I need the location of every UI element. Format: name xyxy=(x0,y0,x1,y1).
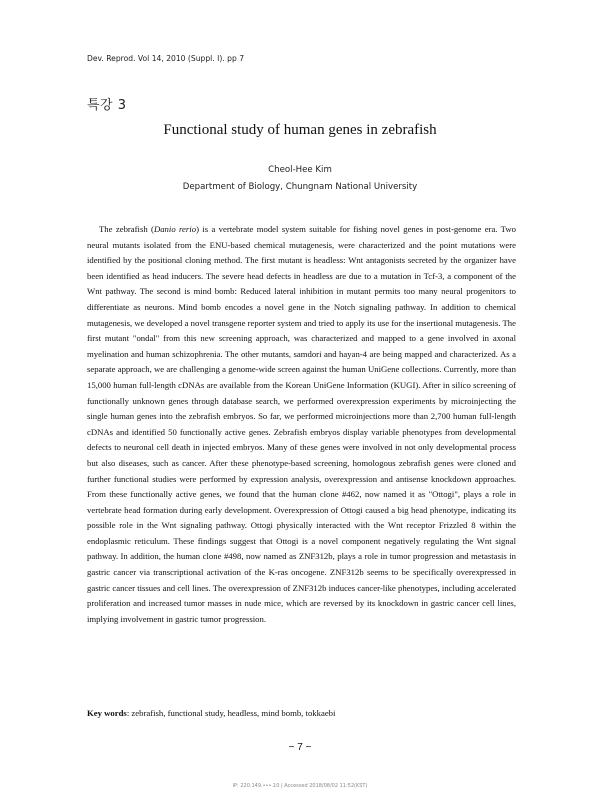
keywords-list: : zebrafish, functional study, headless, mind bomb, tokkaebi xyxy=(126,708,336,718)
author-affiliation: Department of Biology, Chungnam National University xyxy=(182,182,418,192)
author-name: Cheol-Hee Kim xyxy=(268,165,332,175)
abstract-text-body: ) is a vertebrate model system suitable for fishing novel genes in post-genome era. Two neural mutants isolated from the ENU-based chemical mutagenesis, were characterized and the point mutations were identified by the positional cloning method. The first mutant is headless: Wnt antagonists secreted by the organizer have been identified as head inducers. The severe head defects in headless are due to a mutation in Tcf-3, a component of the Wnt pathway. The second is mind bomb: Reduced lateral inhibition in mutant permits too many neural progenitors to differentiate as neurons. Mind bomb encodes a novel gene in the Notch signaling pathway. In addition to chemical mutagenesis, we developed a novel transgene reporter system and tried to apply its use for the insertional mutagenesis. The first mutant "ondal" from this new screening approach, was characterized and mapped to a gene involved in axonal myelination and human schizophrenia. The other mutants, samdori and hayan-4 are being mapped and characterized. As a separate approach, we are challenging a genome-wide screen against the human UniGene collections. Currently, more than 15,000 human full-length cDNAs are available from the Korean UniGene Information (KUGI). After in silico screening of functionally unknown genes through database search, we performed overexpression experiments by microinjecting the single human genes into the zebrafish embryos. So far, we performed microinjections more than 2,700 human full-length cDNAs and identified 50 functionally active genes. Zebrafish embryos display variable phenotypes from developmental defects to neuronal cell death in injected embryos. Many of these genes were involved in not only developmental process but also diseases, such as cancer. After these phenotype-based screening, homologous zebrafish genes were cloned and further functional studies were performed by expression analysis, overexpression and antisense knockdown approaches. From these functionally active genes, we found that the human clone #462, now named it as "Ottogi", plays a role in vertebrate head formation during early development. Overexpression of Ottogi caused a big head phenotype, indicating its possible role in the Wnt signaling pathway. Ottogi physically interacted with the Wnt receptor Frizzled 8 within the endoplasmic reticulum. These findings suggest that Ottogi is a novel component negatively regulating the Wnt signal pathway. In addition, the human clone #498, now named as ZNF312b, plays a role in tumor progression and metastasis in gastric cancer via transcriptional activation of the K-ras oncogene. ZNF312b seems to be specifically overexpressed in gastric cancer tissues and cell lines. The overexpression of ZNF312b induces cancer-like phenotypes, including accelerated proliferation and increased tumor masses in nude mice, which are reversed by its knockdown in gastric cancer cell lines, implying involvement in gastric tumor progression. xyxy=(87,224,516,624)
species-name: Danio rerio xyxy=(153,224,197,234)
page-number: − 7 − xyxy=(288,742,312,753)
keywords xyxy=(87,708,335,718)
journal-reference: Dev. Reprod. Vol 14, 2010 (Suppl. I). pp 7 xyxy=(87,54,245,63)
section-label: 특강 3 xyxy=(87,98,127,113)
abstract-text-start: The zebrafish ( xyxy=(99,224,154,234)
paper-title: Functional study of human genes in zebrafish xyxy=(163,122,437,138)
access-footer: IP: 220.149.•••.10 | Accessed 2018/08/02 11:52(KST) xyxy=(232,783,368,789)
abstract-text xyxy=(87,222,516,627)
keywords-label: Key words xyxy=(87,708,127,718)
